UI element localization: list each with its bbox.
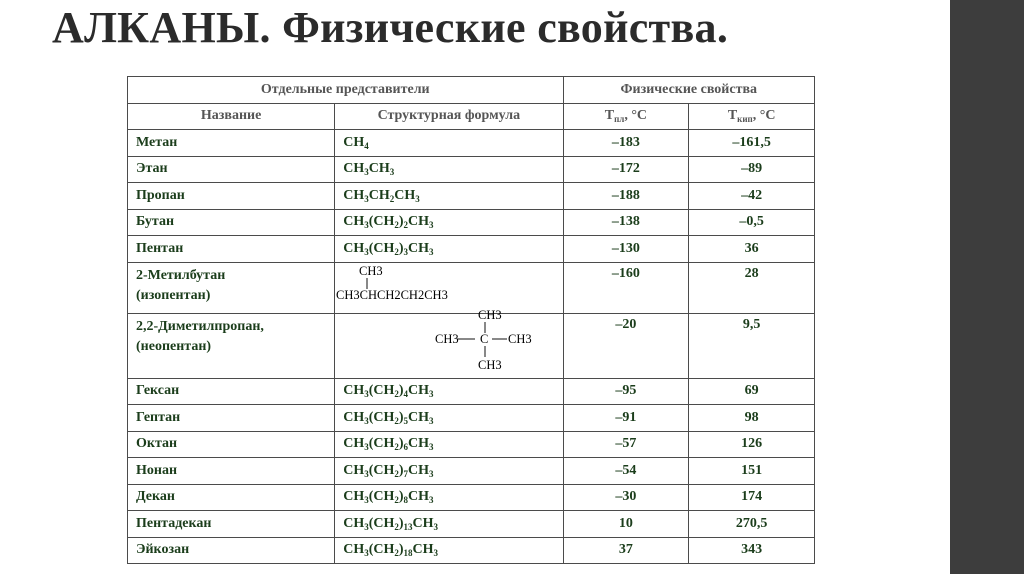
cell-tmelt: 10 (563, 511, 689, 538)
formula-subscript: 2 (394, 468, 399, 479)
formula-part: ) (398, 436, 404, 452)
formula-part: CH (412, 542, 434, 558)
bottom-methyl-label: CH3 (478, 357, 502, 372)
cell-name (128, 405, 335, 432)
compound-name: 2-Метилбутан (136, 267, 226, 283)
formula-part: CH (343, 489, 365, 505)
cell-tmelt: –188 (563, 183, 689, 210)
formula-subscript: 3 (429, 442, 434, 453)
formula-part: CH (343, 383, 365, 399)
tmelt-subscript: пл (614, 114, 625, 125)
cell-name (128, 431, 335, 458)
cell-name (128, 484, 335, 511)
compound-name: Нонан (136, 462, 178, 478)
left-methyl-label: CH3 (435, 331, 459, 346)
formula-part: CH (408, 240, 430, 256)
cell-name (128, 183, 335, 210)
formula-part: CH (408, 214, 430, 230)
right-methyl-label: CH3 (508, 331, 532, 346)
formula-subscript: 4 (364, 140, 369, 151)
table-row (128, 511, 815, 538)
group-header-properties: Физические свойства (563, 77, 814, 104)
formula-subscript: 7 (403, 468, 409, 479)
formula-subscript: 3 (429, 389, 434, 400)
formula-subscript: 3 (364, 548, 369, 559)
formula-part: CH (408, 436, 430, 452)
compound-name: Декан (136, 489, 175, 505)
formula-subscript: 3 (364, 167, 369, 178)
formula-part: CH (343, 187, 365, 203)
table-row (128, 537, 815, 564)
formula-part: CH (343, 542, 365, 558)
formula-part: (CH (368, 515, 395, 531)
compound-name: Бутан (136, 214, 175, 230)
formula-part: CH (408, 489, 430, 505)
cell-name (128, 458, 335, 485)
cell-name (128, 537, 335, 564)
formula-part: (CH (368, 214, 395, 230)
table-row (128, 209, 815, 236)
cell-formula (335, 458, 563, 485)
formula-part: ) (398, 409, 404, 425)
formula-subscript: 3 (429, 415, 434, 426)
table-row (128, 458, 815, 485)
tmelt-unit: , °С (624, 108, 648, 124)
cell-formula (335, 236, 563, 263)
formula-subscript: 6 (403, 442, 409, 453)
formula-part: ) (398, 462, 404, 478)
formula-part: ) (398, 214, 404, 230)
cell-name (128, 313, 335, 378)
formula-part: CH (368, 187, 390, 203)
table-row (128, 130, 815, 157)
table-row (128, 236, 815, 263)
formula-subscript: 3 (364, 246, 369, 257)
cell-name (128, 511, 335, 538)
side-bar (950, 0, 1024, 574)
compound-name: Гексан (136, 383, 180, 399)
formula-subscript: 2 (394, 246, 399, 257)
cell-tboil: 151 (689, 458, 815, 485)
table-row (128, 156, 815, 183)
cell-tboil: 126 (689, 431, 815, 458)
cell-tboil: 9,5 (689, 313, 815, 378)
cell-tmelt: –91 (563, 405, 689, 432)
formula-subscript: 3 (364, 495, 369, 506)
formula-subscript: 8 (403, 495, 409, 506)
compound-name: Этан (136, 161, 168, 177)
column-header-tboil (689, 103, 815, 130)
cell-tboil: 36 (689, 236, 815, 263)
formula-part: CH (343, 515, 365, 531)
formula-subscript: 3 (433, 548, 439, 559)
formula-part: ) (398, 240, 404, 256)
formula-subscript: 18 (403, 548, 413, 559)
formula-part: (CH (368, 240, 395, 256)
formula-subscript: 3 (429, 246, 434, 257)
formula-subscript: 5 (403, 415, 409, 426)
cell-tmelt: –183 (563, 130, 689, 157)
table-row (128, 262, 815, 313)
formula-part: CH (412, 515, 434, 531)
formula-part: ) (398, 515, 404, 531)
alkanes-table (127, 76, 815, 564)
tboil-unit: , °С (752, 108, 776, 124)
formula-part: CH (343, 134, 365, 150)
cell-tboil: 343 (689, 537, 815, 564)
compound-alt-name: (неопентан) (136, 338, 212, 354)
group-header-representatives: Отдельные представители (128, 77, 564, 104)
compound-name: Метан (136, 134, 178, 150)
formula-subscript: 3 (364, 442, 369, 453)
formula-subscript: 2 (394, 220, 399, 231)
compound-name: Гептан (136, 409, 181, 425)
cell-tmelt: –54 (563, 458, 689, 485)
formula-part: CH (343, 462, 365, 478)
formula-subscript: 13 (403, 521, 413, 532)
formula-subscript: 2 (394, 548, 399, 559)
table-row (128, 484, 815, 511)
cell-tmelt: –160 (563, 262, 689, 313)
cell-formula (335, 431, 563, 458)
compound-name: Эйкозан (136, 542, 190, 558)
cell-formula (335, 209, 563, 236)
tmelt-symbol: Т (604, 108, 615, 124)
formula-part: CH (343, 436, 365, 452)
formula-part: ) (398, 383, 404, 399)
cell-tboil: 69 (689, 378, 815, 405)
compound-name: Пентан (136, 240, 184, 256)
formula-part: ) (398, 489, 404, 505)
cell-tmelt: –138 (563, 209, 689, 236)
cell-formula (335, 130, 563, 157)
formula-subscript: 2 (394, 415, 399, 426)
cell-formula (335, 183, 563, 210)
cell-name (128, 209, 335, 236)
cell-tmelt: –20 (563, 313, 689, 378)
formula-subscript: 2 (389, 193, 395, 204)
column-header-tmelt (563, 103, 689, 130)
tboil-symbol: Т (727, 108, 738, 124)
column-header-name: Название (128, 103, 335, 130)
formula-subscript: 3 (389, 167, 395, 178)
table-row (128, 431, 815, 458)
cell-tboil: –0,5 (689, 209, 815, 236)
formula-subscript: 4 (403, 389, 409, 400)
formula-part: (CH (368, 489, 395, 505)
formula-subscript: 3 (364, 220, 369, 231)
neopentane-structure (335, 309, 545, 373)
formula-subscript: 3 (429, 495, 434, 506)
formula-part: CH (408, 462, 430, 478)
cell-formula (335, 484, 563, 511)
formula-subscript: 2 (394, 495, 399, 506)
formula-subscript: 3 (364, 193, 369, 204)
formula-subscript: 3 (429, 468, 434, 479)
cell-formula (335, 511, 563, 538)
formula-part: ) (398, 542, 404, 558)
cell-tboil: –89 (689, 156, 815, 183)
slide-title: АЛКАНЫ. Физические свойства. (52, 3, 729, 52)
cell-tboil: –42 (689, 183, 815, 210)
formula-subscript: 3 (433, 521, 439, 532)
formula-part: (CH (368, 409, 395, 425)
formula-part: (CH (368, 462, 395, 478)
cell-tmelt: –172 (563, 156, 689, 183)
cell-name (128, 130, 335, 157)
compound-name: Пентадекан (136, 515, 212, 531)
compound-name: Пропан (136, 187, 185, 203)
formula-subscript: 3 (364, 389, 369, 400)
column-header-row (128, 103, 815, 130)
formula-subscript: 3 (364, 521, 369, 532)
central-carbon-label: C (480, 331, 489, 346)
cell-formula (335, 537, 563, 564)
table-body (128, 130, 815, 564)
tboil-subscript: кип (737, 114, 753, 125)
cell-formula (335, 405, 563, 432)
branch-methyl-label: CH3 (359, 263, 383, 278)
group-header-row (128, 77, 815, 104)
formula-part: (CH (368, 436, 395, 452)
cell-tboil: –161,5 (689, 130, 815, 157)
cell-formula (335, 156, 563, 183)
table-row (128, 405, 815, 432)
table-row (128, 313, 815, 378)
formula-subscript: 3 (429, 220, 434, 231)
cell-tmelt: 37 (563, 537, 689, 564)
formula-subscript: 3 (415, 193, 420, 204)
cell-tmelt: –30 (563, 484, 689, 511)
compound-alt-name: (изопентан) (136, 287, 211, 303)
cell-tmelt: –95 (563, 378, 689, 405)
formula-part: CH (368, 161, 390, 177)
compound-name: 2,2-Диметилпропан, (136, 318, 264, 334)
formula-part: CH (343, 161, 365, 177)
formula-part: CH (343, 214, 365, 230)
isopentane-structure (335, 263, 535, 307)
cell-tboil: 174 (689, 484, 815, 511)
cell-tboil: 270,5 (689, 511, 815, 538)
cell-name (128, 378, 335, 405)
cell-name (128, 156, 335, 183)
compound-name: Октан (136, 436, 178, 452)
cell-formula (335, 308, 563, 378)
cell-tmelt: –57 (563, 431, 689, 458)
table-row (128, 183, 815, 210)
formula-part: CH (408, 409, 430, 425)
column-header-formula: Структурная формула (335, 103, 563, 130)
cell-tmelt: –130 (563, 236, 689, 263)
formula-part: CH (394, 187, 416, 203)
formula-subscript: 2 (403, 220, 409, 231)
top-methyl-label: CH3 (478, 308, 502, 322)
cell-tboil: 28 (689, 262, 815, 313)
formula-part: (CH (368, 383, 395, 399)
cell-formula (335, 378, 563, 405)
cell-tboil: 98 (689, 405, 815, 432)
formula-part: CH (408, 383, 430, 399)
table-row (128, 378, 815, 405)
formula-subscript: 3 (403, 246, 409, 257)
formula-part: (CH (368, 542, 395, 558)
formula-subscript: 2 (394, 521, 399, 532)
main-chain-label: CH3CHCH2CH2CH3 (336, 287, 449, 302)
formula-subscript: 2 (394, 442, 399, 453)
formula-part: CH (343, 409, 365, 425)
cell-name (128, 236, 335, 263)
cell-formula (335, 262, 563, 313)
cell-name (128, 262, 335, 313)
formula-subscript: 2 (394, 389, 399, 400)
formula-subscript: 3 (364, 468, 369, 479)
formula-part: CH (343, 240, 365, 256)
formula-subscript: 3 (364, 415, 369, 426)
